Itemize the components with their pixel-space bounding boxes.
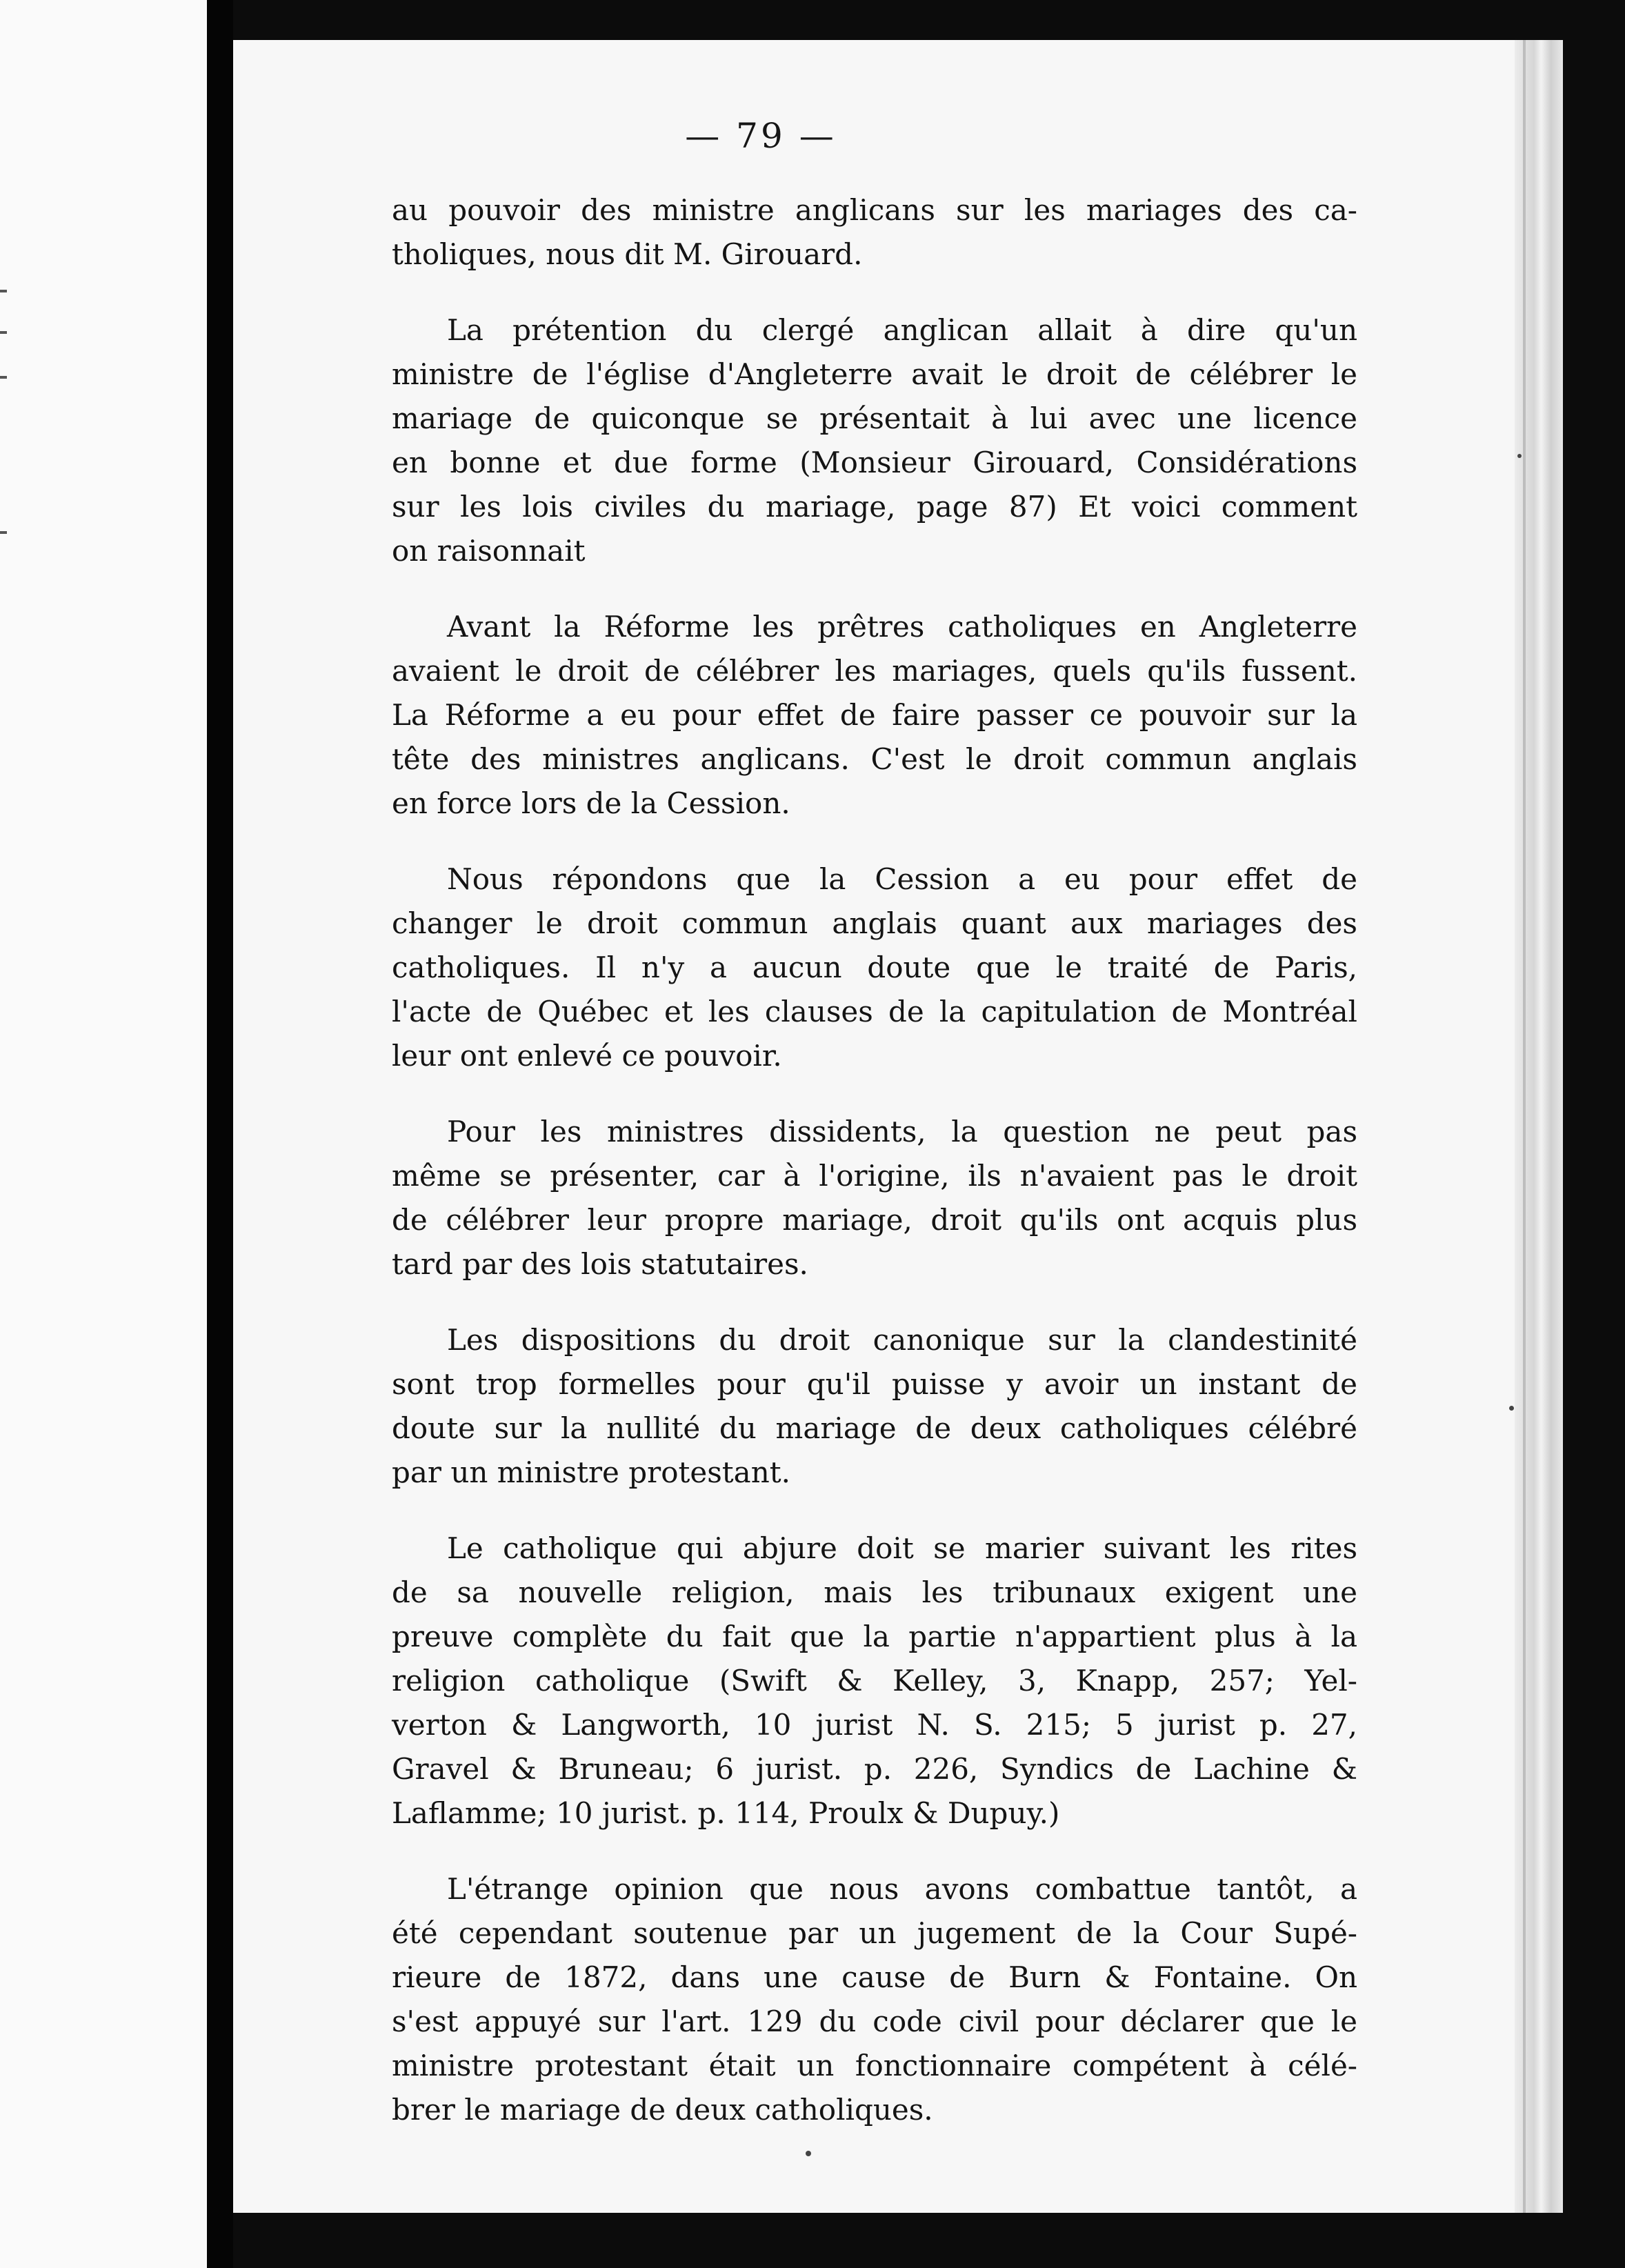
text-line: preuve complète du fait que la partie n'appartient plus à la	[392, 1620, 1357, 1653]
paragraph	[392, 308, 1357, 573]
text-line: La Réforme a eu pour effet de faire passer ce pouvoir sur la	[392, 698, 1357, 732]
text-line: l'acte de Québec et les clauses de la capitulation de Montréal	[392, 995, 1357, 1028]
text-line: été cependant soutenue par un jugement de la Cour Supé-	[392, 1916, 1357, 1950]
text-line: leur ont enlevé ce pouvoir.	[392, 1039, 782, 1073]
text-line: Avant la Réforme les prêtres catholiques en Angleterre	[447, 610, 1357, 644]
paragraph	[392, 857, 1357, 1078]
scan-speck	[806, 2151, 811, 2156]
book-gutter	[207, 0, 233, 2268]
body-text	[392, 188, 1357, 2164]
paragraph	[392, 1526, 1357, 1836]
text-line: Nous répondons que la Cession a eu pour effet de	[447, 862, 1357, 896]
paragraph	[392, 1318, 1357, 1495]
text-line: avaient le droit de célébrer les mariages, quels qu'ils fussent.	[392, 654, 1357, 688]
text-line: verton & Langworth, 10 jurist N. S. 215; 5 jurist p. 27,	[392, 1708, 1357, 1742]
text-line: Pour les ministres dissidents, la question ne peut pas	[447, 1115, 1357, 1148]
paragraph	[392, 1867, 1357, 2132]
paragraph	[392, 1110, 1357, 1286]
text-line: Gravel & Bruneau; 6 jurist. p. 226, Syndics de Lachine &	[392, 1752, 1357, 1786]
text-line: de célébrer leur propre mariage, droit qu'ils ont acquis plus	[392, 1203, 1357, 1237]
text-line: ministre de l'église d'Angleterre avait le droit de célébrer le	[392, 357, 1357, 391]
text-line: Les dispositions du droit canonique sur la clandestinité	[447, 1323, 1357, 1357]
text-line: tard par des lois statutaires.	[392, 1247, 808, 1281]
scan-mark	[0, 531, 7, 534]
scan-mark	[0, 290, 7, 292]
page-stack-edge	[1515, 40, 1563, 2213]
text-line: L'étrange opinion que nous avons combattue tantôt, a	[447, 1872, 1357, 1906]
text-line: changer le droit commun anglais quant aux mariages des	[392, 906, 1357, 940]
text-line: sur les lois civiles du mariage, page 87) Et voici comment	[392, 490, 1357, 524]
page-number: — 79 —	[685, 116, 837, 156]
paragraph	[392, 605, 1357, 826]
facing-page-edge	[0, 0, 207, 2268]
paragraph	[392, 188, 1357, 277]
text-line: catholiques. Il n'y a aucun doute que le traité de Paris,	[392, 951, 1357, 984]
text-line: brer le mariage de deux catholiques.	[392, 2093, 933, 2127]
text-line: La prétention du clergé anglican allait à dire qu'un	[447, 313, 1357, 347]
text-line: au pouvoir des ministre anglicans sur les mariages des ca-	[392, 193, 1357, 227]
text-line: ministre protestant était un fonctionnaire compétent à célé-	[392, 2049, 1357, 2082]
text-line: rieure de 1872, dans une cause de Burn & Fontaine. On	[392, 1960, 1357, 1994]
text-line: par un ministre protestant.	[392, 1455, 790, 1489]
text-line: tholiques, nous dit M. Girouard.	[392, 237, 863, 271]
text-line: religion catholique (Swift & Kelley, 3, Knapp, 257; Yel-	[392, 1664, 1357, 1698]
text-line: de sa nouvelle religion, mais les tribunaux exigent une	[392, 1575, 1357, 1609]
text-line: Laflamme; 10 jurist. p. 114, Proulx & Dupuy.)	[392, 1796, 1060, 1830]
text-line: doute sur la nullité du mariage de deux catholiques célébré	[392, 1411, 1357, 1445]
text-line: s'est appuyé sur l'art. 129 du code civil pour déclarer que le	[392, 2005, 1357, 2038]
book-page	[233, 40, 1563, 2213]
text-line: sont trop formelles pour qu'il puisse y avoir un instant de	[392, 1367, 1357, 1401]
text-line: on raisonnait	[392, 534, 586, 568]
text-line: en bonne et due forme (Monsieur Girouard, Considérations	[392, 446, 1357, 479]
text-line: mariage de quiconque se présentait à lui avec une licence	[392, 401, 1357, 435]
scan-speck	[1509, 1406, 1514, 1411]
text-line: en force lors de la Cession.	[392, 786, 790, 820]
scan-mark	[0, 331, 7, 334]
text-line: même se présenter, car à l'origine, ils n'avaient pas le droit	[392, 1159, 1357, 1193]
scan-mark	[0, 376, 7, 379]
scan-speck	[1517, 454, 1522, 458]
text-line: tête des ministres anglicans. C'est le droit commun anglais	[392, 742, 1357, 776]
text-line: Le catholique qui abjure doit se marier suivant les rites	[447, 1531, 1357, 1565]
